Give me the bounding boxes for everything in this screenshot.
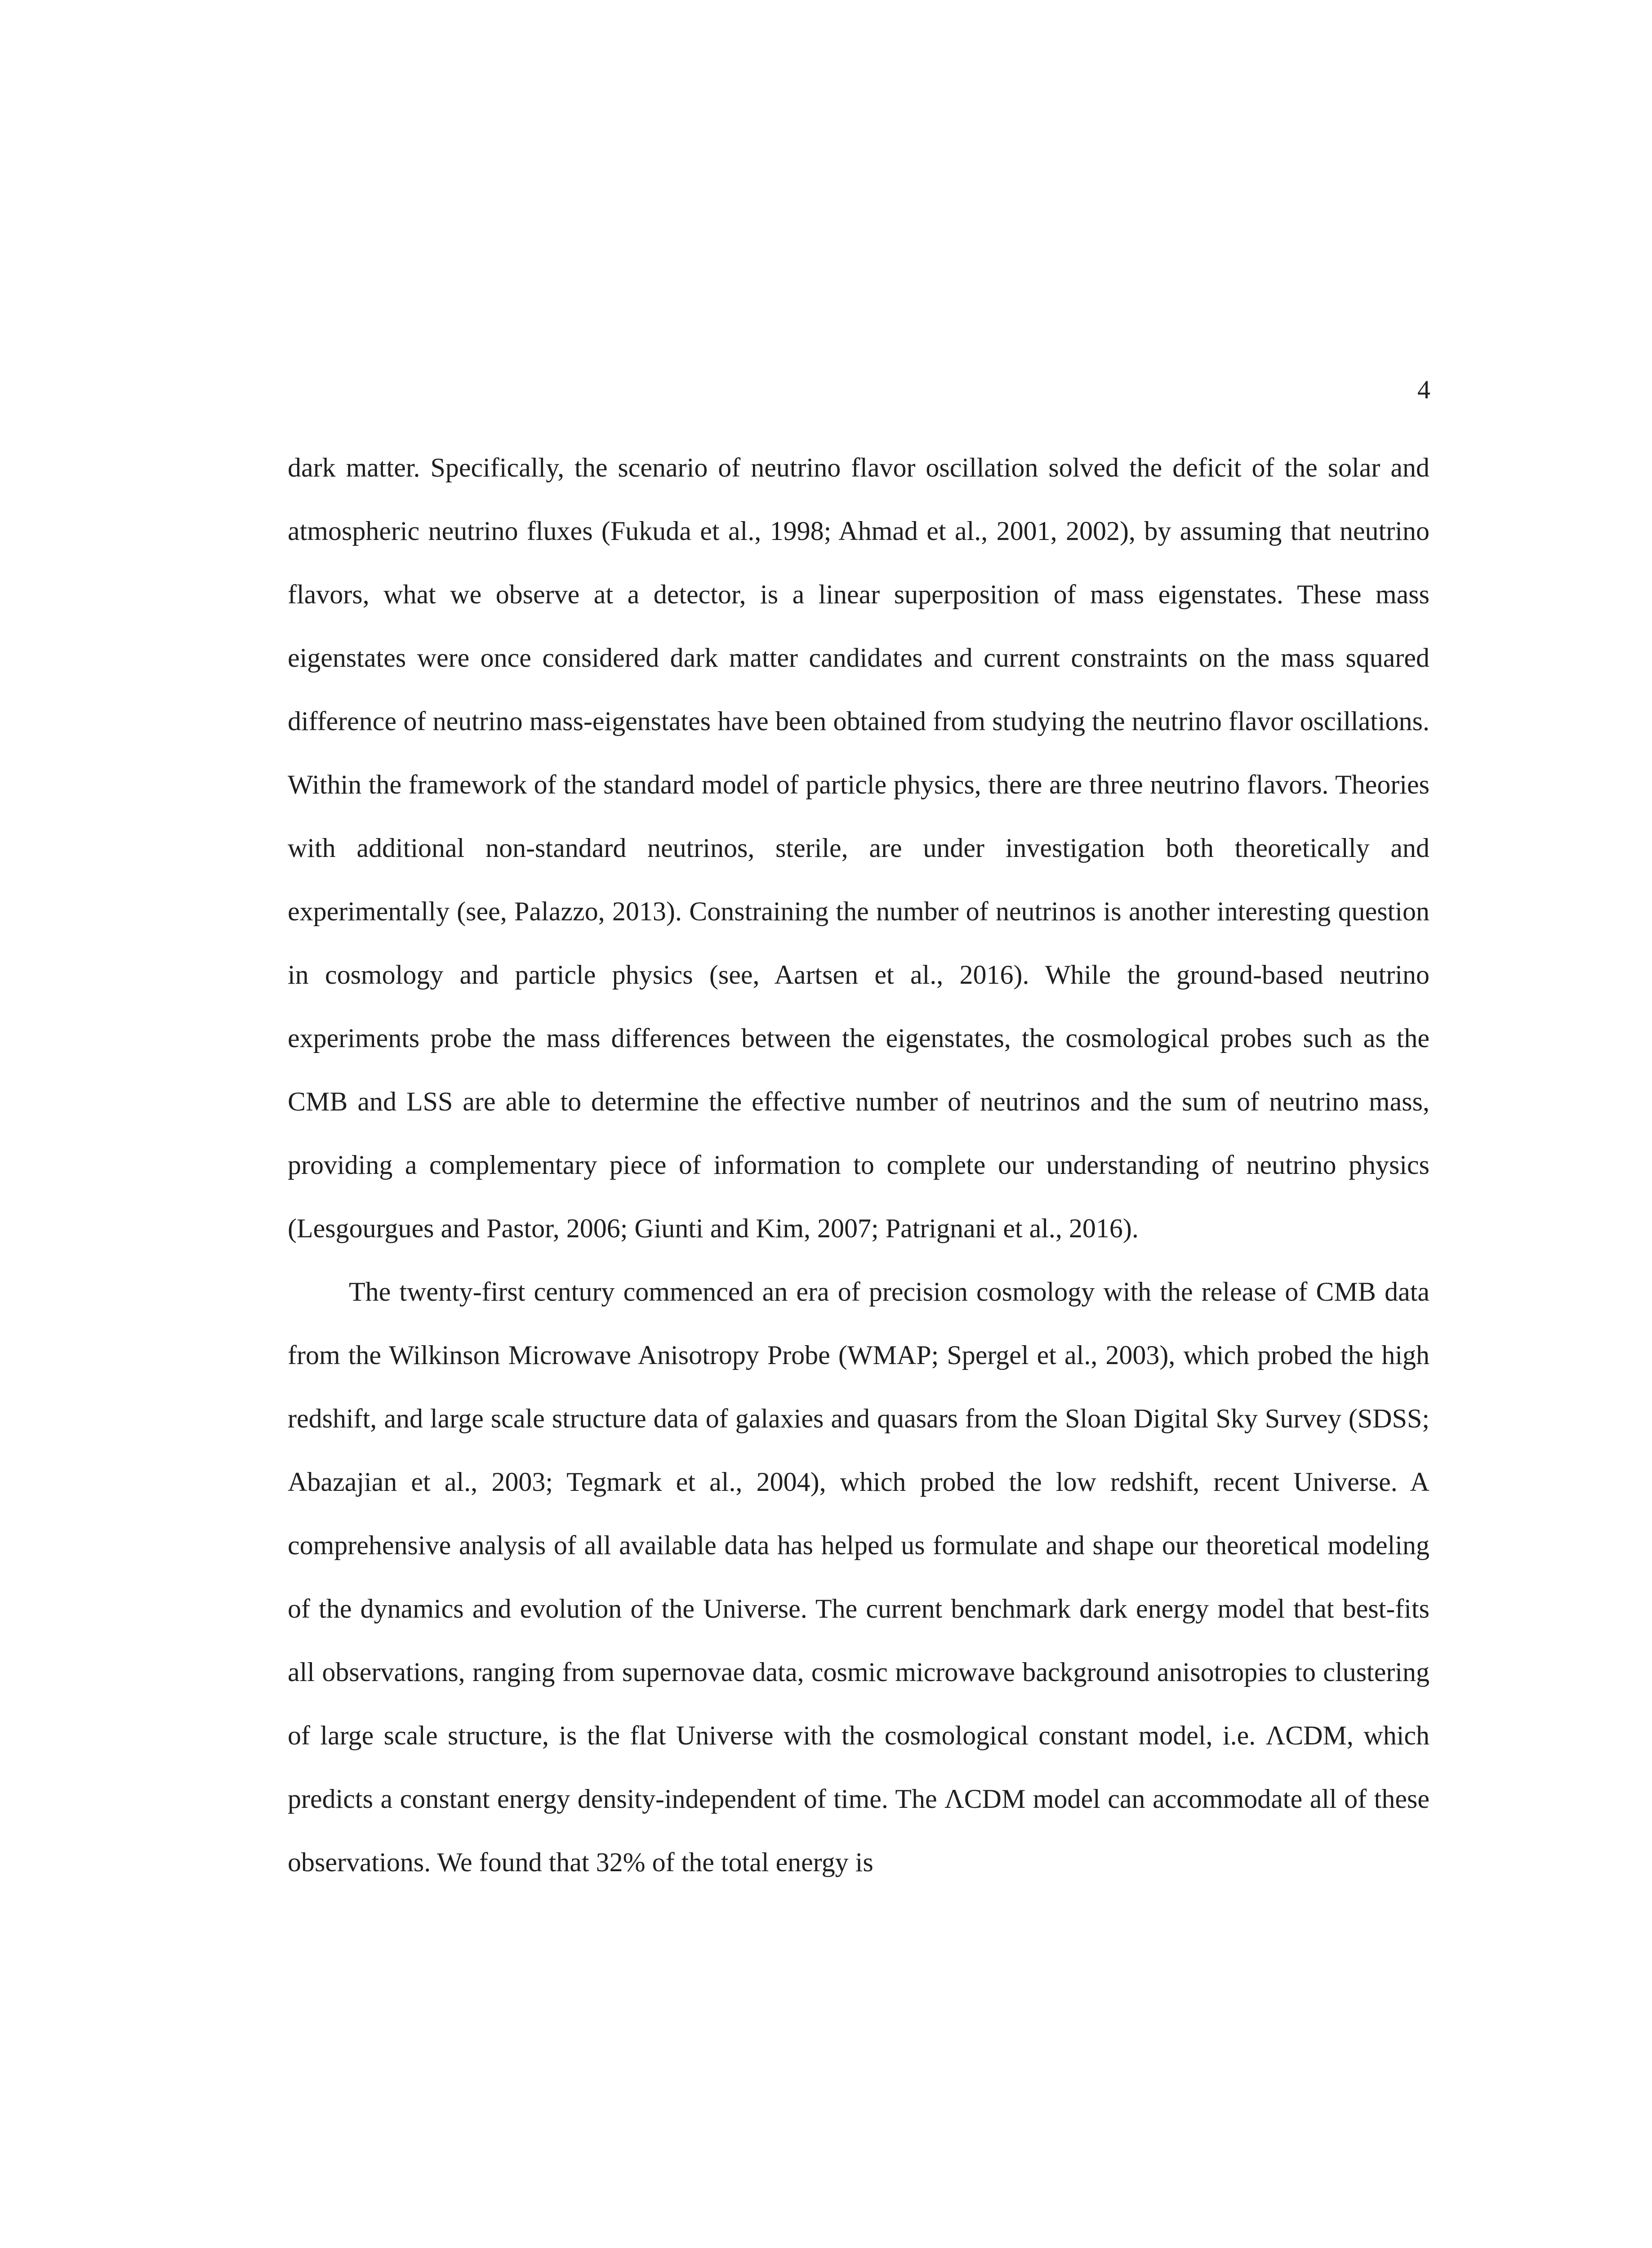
body-text [288,436,1429,1894]
page-number: 4 [1417,375,1430,404]
paragraph: dark matter. Specifically, the scenario of neutrino flavor oscillation solved the deficit of the solar and atmospheric neutrino fluxes (Fukuda et al., 1998; Ahmad et al., 2001, 2002), by assuming that neutrino flavors, what we observe at a detector, is a linear superposition of mass eigenstates. These mass eigenstates were once considered dark matter candidates and current constraints on the mass squared difference of neutrino mass-eigenstates have been obtained from studying the neutrino flavor oscillations. Within the framework of the standard model of particle physics, there are three neutrino flavors. Theories with additional non-standard neutrinos, sterile, are under investigation both theoretically and experimentally (see, Palazzo, 2013). Constraining the number of neutrinos is another interesting question in cosmology and particle physics (see, Aartsen et al., 2016). While the ground-based neutrino experiments probe the mass differences between the eigenstates, the cosmological probes such as the CMB and LSS are able to determine the effective number of neutrinos and the sum of neutrino mass, providing a complementary piece of information to complete our understanding of neutrino physics (Lesgourgues and Pastor, 2006; Giunti and Kim, 2007; Patrignani et al., 2016). [288,453,1429,1243]
paragraph: The twenty-first century commenced an era of precision cosmology with the release of CMB data from the Wilkinson Microwave Anisotropy Probe (WMAP; Spergel et al., 2003), which probed the high redshift, and large scale structure data of galaxies and quasars from the Sloan Digital Sky Survey (SDSS; Abazajian et al., 2003; Tegmark et al., 2004), which probed the low redshift, recent Universe. A comprehensive analysis of all available data has helped us formulate and shape our theoretical modeling of the dynamics and evolution of the Universe. The current benchmark dark energy model that best-fits all observations, ranging from supernovae data, cosmic microwave background anisotropies to clustering of large scale structure, is the flat Universe with the cosmological constant model, i.e. ΛCDM, which predicts a constant energy density-independent of time. The ΛCDM model can accommodate all of these observations. We found that 32% of the total energy is [288,1277,1429,1877]
